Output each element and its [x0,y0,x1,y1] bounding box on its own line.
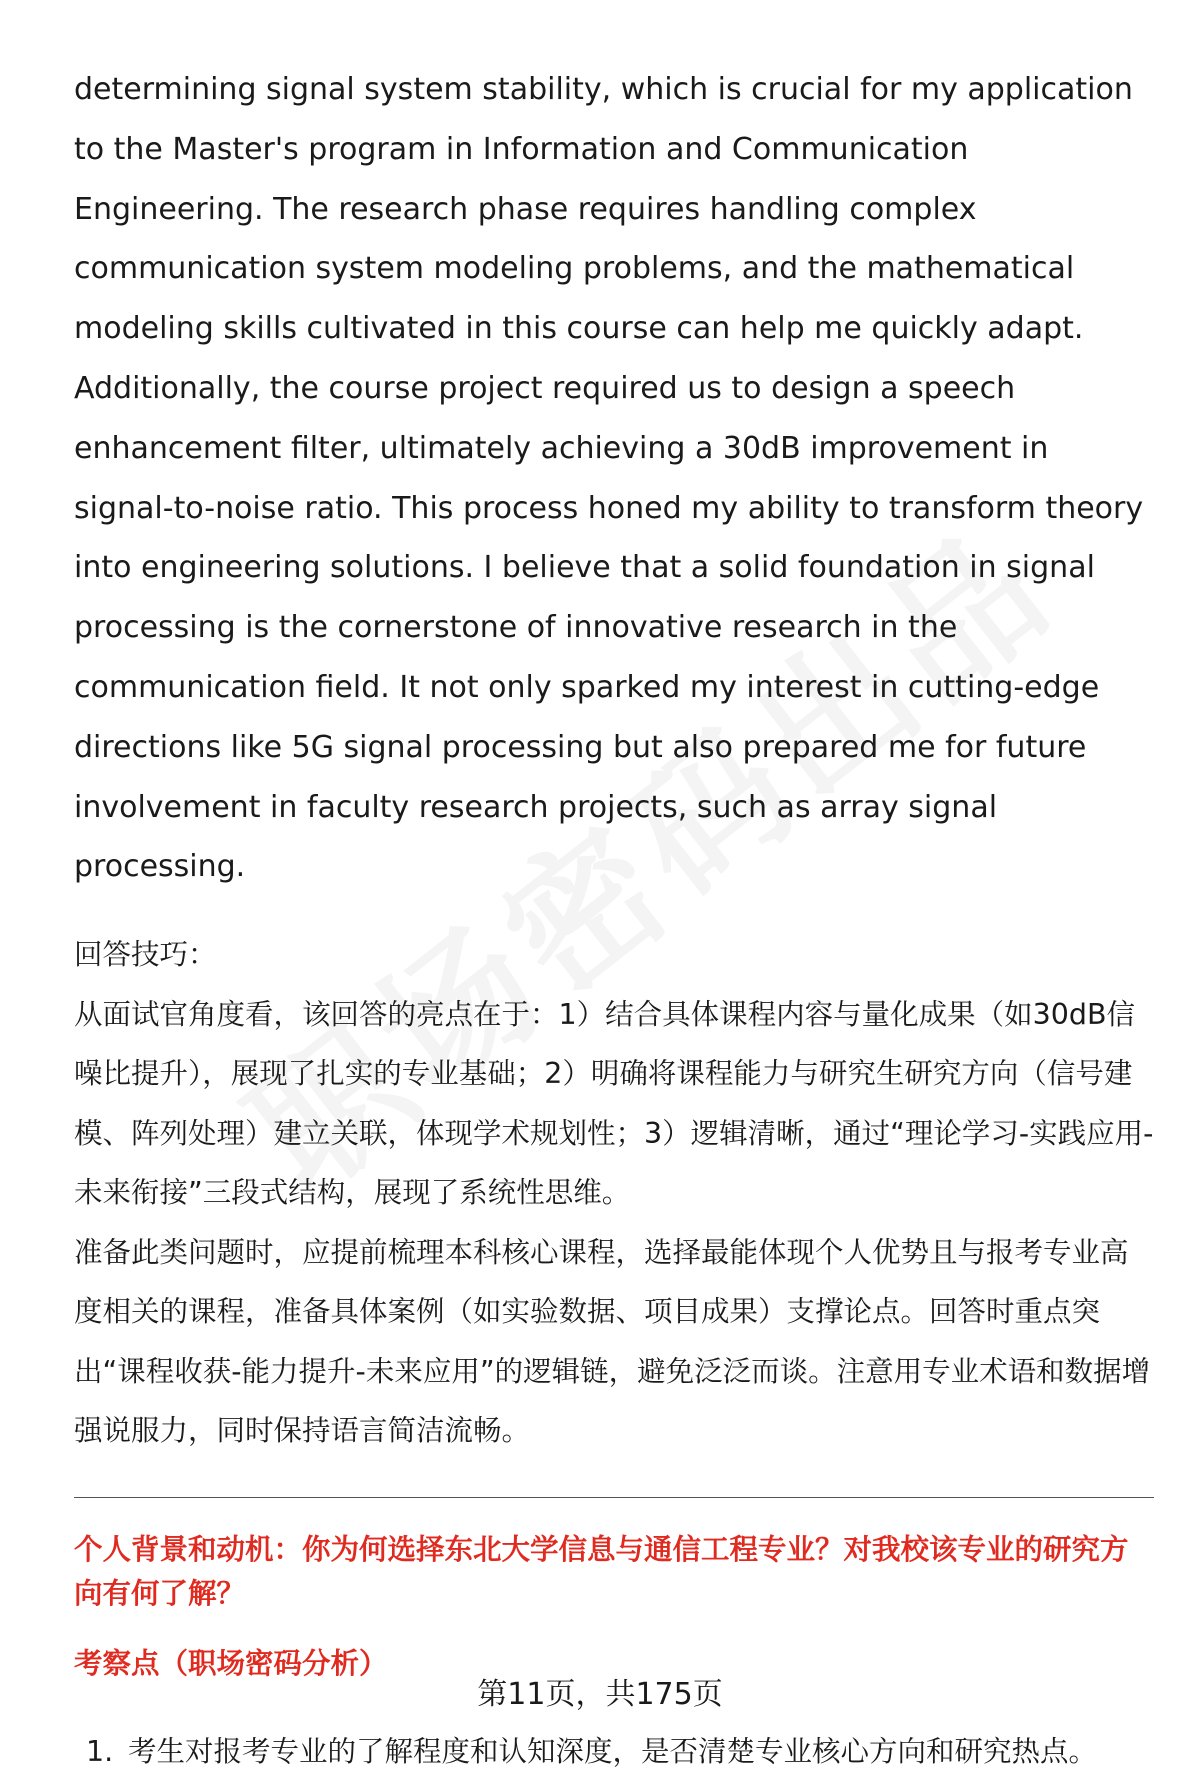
assessment-points-heading: 考察点（职场密码分析） [74,1646,388,1680]
list-item [74,1730,1154,1774]
tips-paragraph-1: 从面试官角度看，该回答的亮点在于：1）结合具体课程内容与量化成果（如30dB信噪比提升），展现了扎实的专业基础；2）明确将课程能力与研究生研究方向（信号建模、阵列处理）建立关联，体现学术规划性；3）逻辑清晰，通过“理论学习-实践应用-未来衔接”三段式结构，展现了系统性思维。 [74,997,1154,1210]
tips-paragraph-2: 准备此类问题时，应提前梳理本科核心课程，选择最能体现个人优势且与报考专业高度相关的课程，准备具体案例（如实验数据、项目成果）支撑论点。回答时重点突出“课程收获-能力提升-未来应用”的逻辑链，避免泛泛而谈。注意用专业术语和数据增强说服力，同时保持语言简洁流畅。 [74,1235,1151,1448]
answer-tips-section [74,925,1154,1461]
tips-label: 回答技巧： [74,938,217,972]
page-number-footer: 第11页，共175页 [477,1677,723,1712]
question-title: 个人背景和动机：你为何选择东北大学信息与通信工程专业？对我校该专业的研究方向有何了解？ [74,1532,1129,1610]
page-content [74,60,1154,1774]
assessment-points-list [74,1730,1154,1774]
list-item-text: 考生对报考专业的了解程度和认知深度，是否清楚专业核心方向和研究热点。 [128,1734,1098,1768]
section-divider [74,1497,1154,1498]
list-item-number: 1. [86,1734,114,1768]
answer-paragraph: determining signal system stability, which is crucial for my application to the Master's program in Information and Communication Engineering. The research phase requires handling complex communication system modeling problems, and the mathematical modeling skills cultivated in this course can help me quickly adapt. Additionally, the course project required us to design a speech enhancement filter, ultimately achieving a 30dB improvement in signal-to-noise ratio. This process honed my ability to transform theory into engineering solutions. I believe that a solid foundation in signal processing is the cornerstone of innovative research in the communication field. It not only sparked my interest in cutting-edge directions like 5G signal processing but also prepared me for future involvement in faculty research projects, such as array signal processing. [74,72,1144,885]
